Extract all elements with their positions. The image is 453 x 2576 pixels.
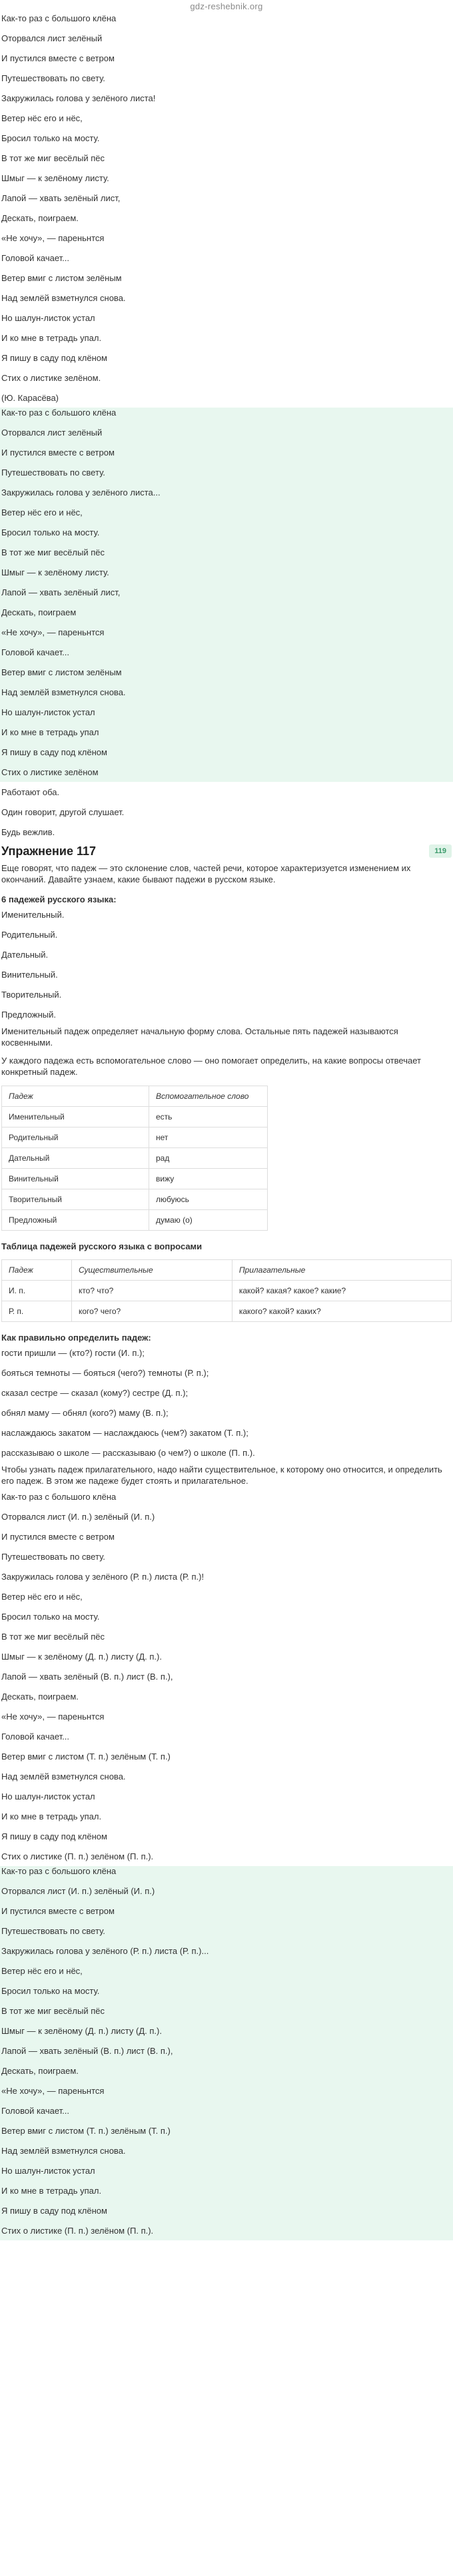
poem-line: Стих о листике зелёном [1,767,99,777]
how-item: наслаждаюсь закатом — наслаждаюсь (чем?) закатом (Т. п.); [1,1428,248,1438]
table-cell: вижу [149,1169,268,1189]
case-item: Предложный. [1,1010,57,1020]
poem-line: Оторвался лист зелёный [1,33,103,43]
analysis-line: Оторвался лист (И. п.) зелёный (И. п.) [1,1512,155,1522]
analysis-line: Но шалун-листок устал [1,1791,95,1801]
poem-line: И пустился вместе с ветром [1,448,115,458]
analysis-line: Дескать, поиграем. [1,2066,79,2076]
table-cell: нет [149,1127,268,1148]
how-item: обнял маму — обнял (кого?) маму (В. п.); [1,1408,169,1418]
analysis-line: И ко мне в тетрадь упал. [1,2186,102,2196]
analysis-line: Закружилась голова у зелёного (Р. п.) листа (Р. п.)... [1,1946,209,1956]
poem-line: Ветер нёс его и нёс, [1,113,83,123]
analysis-line: Я пишу в саду под клёном [1,2206,107,2216]
poem-line: Как-то раз с большого клёна [1,13,117,23]
poem-line: Но шалун-листок устал [1,707,95,717]
table-row [2,1169,268,1189]
table-cell: какого? какой? каких? [232,1301,451,1322]
exercise-title [0,842,453,861]
poem-line: Путешествовать по свету. [1,73,105,83]
analysis-line: Бросил только на мосту. [1,1612,100,1622]
table-cell: Дательный [2,1148,149,1169]
analysis-line: Ветер вмиг с листом (Т. п.) зелёным (Т. п.) [1,1752,171,1762]
poem-line: В тот же миг весёлый пёс [1,547,105,557]
poem-line: Оторвался лист зелёный [1,428,103,438]
table-cell: Творительный [2,1189,149,1210]
helper-words-table [1,1086,268,1231]
poem-block [0,13,453,408]
text-line: Работают оба. [1,787,60,797]
case-item: Дательный. [1,950,49,960]
table-cell: Именительный [2,1107,149,1127]
analysis-line: «Не хочу», — пареньнтся [1,1712,105,1722]
analysis-line: И ко мне в тетрадь упал. [1,1811,102,1821]
analysis-line: Путешествовать по свету. [1,1552,105,1562]
analysis-line: Путешествовать по свету. [1,1926,105,1936]
analysis-line: Стих о листике (П. п.) зелёном (П. п.). [1,2226,154,2236]
poem-line: Головой качает... [1,253,70,263]
poem-line: Закружилась голова у зелёного листа! [1,93,156,103]
analysis-line: Шмыг — к зелёному (Д. п.) листу (Д. п.). [1,2026,162,2036]
analysis-line: Головой качает... [1,2106,70,2116]
table-row [2,1210,268,1231]
table-header-row [2,1260,452,1281]
table-header: Существительные [71,1260,232,1281]
table-cell: кто? что? [71,1281,232,1301]
poem-line: Я пишу в саду под клёном [1,353,107,363]
poem-line: Лапой — хвать зелёный лист, [1,193,121,203]
table-header: Падеж [2,1260,72,1281]
table-cell: есть [149,1107,268,1127]
how-list [0,1348,453,1462]
analysis-line: И пустился вместе с ветром [1,1532,115,1542]
table-row [2,1189,268,1210]
analysis-line: «Не хочу», — пареньнтся [1,2086,105,2096]
table-cell: И. п. [2,1281,72,1301]
analysis-line: Ветер вмиг с листом (Т. п.) зелёным (Т. п.) [1,2126,171,2136]
how-item: гости пришли — (кто?) гости (И. п.); [1,1348,145,1358]
analysis-line: Шмыг — к зелёному (Д. п.) листу (Д. п.). [1,1652,162,1662]
poem-line: И ко мне в тетрадь упал [1,727,99,737]
intro-text: Еще говорят, что падеж — это склонение слов, частей речи, которое характеризуется изменением их окончаний. Давайте узнаем, какие бывают падежи в русском языке. [1,863,411,884]
table-row [2,1148,268,1169]
analysis-line: Как-то раз с большого клёна [1,1492,117,1502]
table-row [2,1127,268,1148]
poem-line: Ветер вмиг с листом зелёным [1,273,122,283]
page-number-badge[interactable]: 119 [429,844,452,858]
table2-title: Таблица падежей русского языка с вопросами [1,1241,203,1251]
how-item: сказал сестре — сказал (кому?) сестре (Д. п.); [1,1388,189,1398]
analysis-line: Лапой — хвать зелёный (В. п.) лист (В. п.), [1,1672,173,1682]
table-cell: Родительный [2,1127,149,1148]
analysis-line: Лапой — хвать зелёный (В. п.) лист (В. п.), [1,2046,173,2056]
poem-author: (Ю. Карасёва) [1,393,59,403]
table-row [2,1281,452,1301]
poem-line: Как-то раз с большого клёна [1,408,117,418]
how-item: бояться темноты — бояться (чего?) темноты (Р. п.); [1,1368,209,1378]
analysis-line: Дескать, поиграем. [1,1692,79,1702]
poem-line: Ветер нёс его и нёс, [1,507,83,517]
analysis-block [0,1492,453,1866]
table-cell: кого? чего? [71,1301,232,1322]
table-cell: какой? какая? какое? какие? [232,1281,451,1301]
case-item: Родительный. [1,930,58,940]
poem-line: В тот же миг весёлый пёс [1,153,105,163]
poem-line: И ко мне в тетрадь упал. [1,333,102,343]
analysis-line: Как-то раз с большого клёна [1,1866,117,1876]
case-item: Творительный. [1,990,62,1000]
poem-line: «Не хочу», — пареньнтся [1,627,105,637]
table-cell: думаю (о) [149,1210,268,1231]
helper-note: У каждого падежа есть вспомогательное слово — оно помогает определить, на какие вопросы отвечает конкретный падеж. [1,1056,421,1077]
poem-line: Над землёй взметнулся снова. [1,687,126,697]
analysis-line: Закружилась голова у зелёного (Р. п.) листа (Р. п.)! [1,1572,205,1582]
poem-line: Дескать, поиграем [1,607,77,617]
analysis-line: Ветер нёс его и нёс, [1,1592,83,1602]
analysis-line: Ветер нёс его и нёс, [1,1966,83,1976]
poem-line: Над землёй взметнулся снова. [1,293,126,303]
poem-line: Ветер вмиг с листом зелёным [1,667,122,677]
analysis-answer-block [0,1866,453,2240]
poem-line: И пустился вместе с ветром [1,53,115,63]
poem-line: Закружилась голова у зелёного листа... [1,487,161,497]
table-cell: любуюсь [149,1189,268,1210]
text-line: Будь вежлив. [1,827,55,837]
table-cell: Винительный [2,1169,149,1189]
analysis-line: Но шалун-листок устал [1,2166,95,2176]
cases-note: Именительный падеж определяет начальную форму слова. Остальные пять падежей называются косвенными. [1,1026,398,1048]
exercise-title-text: Упражнение 117 [1,844,97,858]
table-header: Вспомогательное слово [149,1086,268,1107]
poem-line: Шмыг — к зелёному листу. [1,567,109,577]
poem-line: Путешествовать по свету. [1,468,105,478]
poem-line: Лапой — хвать зелёный лист, [1,587,121,597]
analysis-line: Над землёй взметнулся снова. [1,1771,126,1781]
table-header: Прилагательные [232,1260,451,1281]
table-cell: Р. п. [2,1301,72,1322]
table-header: Падеж [2,1086,149,1107]
poem-line: Дескать, поиграем. [1,213,79,223]
how-title: Как правильно определить падеж: [1,1333,151,1343]
poem-line: Бросил только на мосту. [1,527,100,537]
case-item: Именительный. [1,910,65,920]
table-row [2,1301,452,1322]
analysis-line: Стих о листике (П. п.) зелёном (П. п.). [1,1851,154,1861]
table-cell: рад [149,1148,268,1169]
after-poem [0,782,453,842]
poem-line: «Не хочу», — пареньнтся [1,233,105,243]
cases-title: 6 падежей русского языка: [1,894,117,904]
poem-line: Я пишу в саду под клёном [1,747,107,757]
cases-list [0,910,453,1024]
analysis-line: В тот же миг весёлый пёс [1,1632,105,1642]
poem-line: Шмыг — к зелёному листу. [1,173,109,183]
case-item: Винительный. [1,970,58,980]
analysis-line: Я пишу в саду под клёном [1,1831,107,1841]
poem-answer-block [0,408,453,782]
cases-questions-table [1,1259,452,1322]
poem-line: Бросил только на мосту. [1,133,100,143]
text-line: Один говорит, другой слушает. [1,807,125,817]
table-header-row [2,1086,268,1107]
poem-line: Головой качает... [1,647,70,657]
poem-line: Стих о листике зелёном. [1,373,101,383]
analysis-line: И пустился вместе с ветром [1,1906,115,1916]
analysis-line: Головой качает... [1,1732,70,1742]
table-cell: Предложный [2,1210,149,1231]
table-row [2,1107,268,1127]
analysis-line: В тот же миг весёлый пёс [1,2006,105,2016]
analysis-line: Оторвался лист (И. п.) зелёный (И. п.) [1,1886,155,1896]
site-header[interactable]: gdz-reshebnik.org [190,1,263,11]
poem-line: Но шалун-листок устал [1,313,95,323]
adj-note: Чтобы узнать падеж прилагательного, надо найти существительное, к которому оно относится, и определить его падеж. В этом же падеже будет стоять и прилагательное. [1,1464,442,1486]
how-item: рассказываю о школе — рассказываю (о чем?) о школе (П. п.). [1,1448,255,1458]
analysis-line: Над землёй взметнулся снова. [1,2146,126,2156]
analysis-line: Бросил только на мосту. [1,1986,100,1996]
